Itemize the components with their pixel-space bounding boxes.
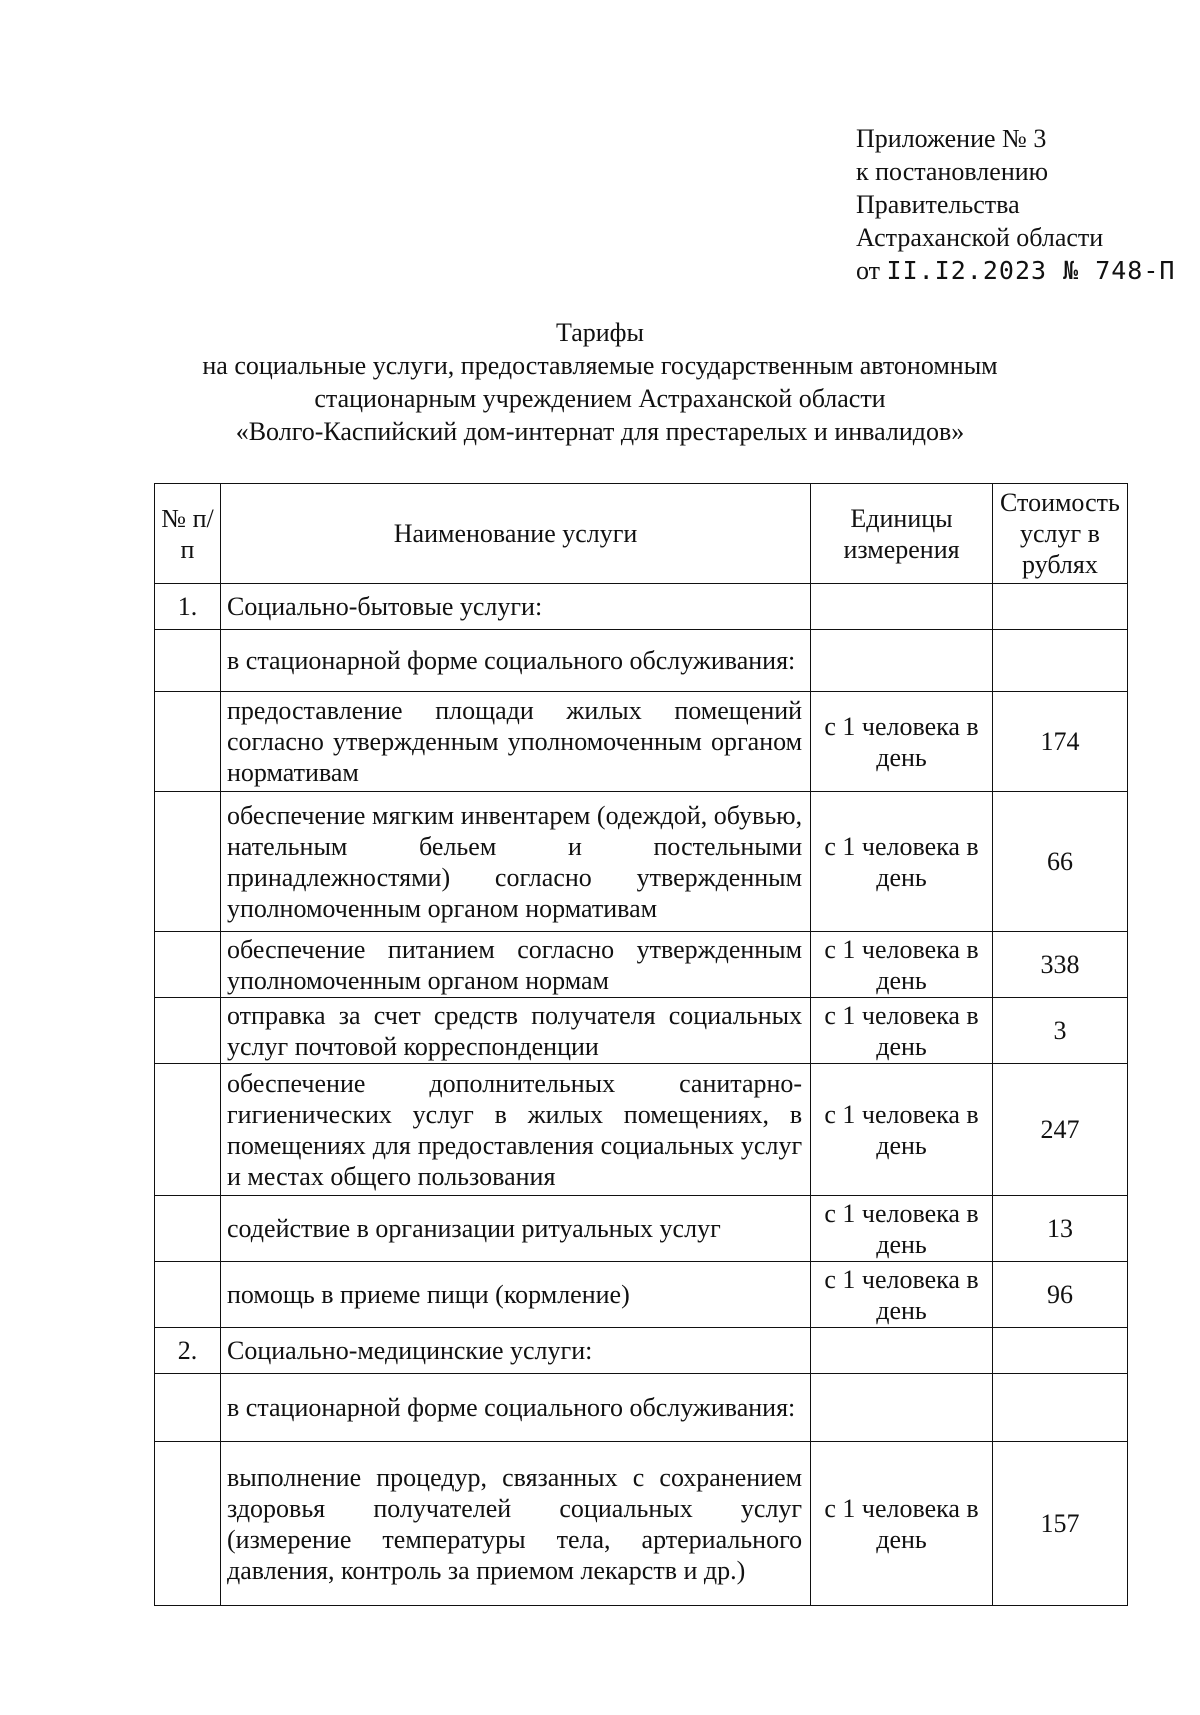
cell-num <box>155 1374 221 1442</box>
annex-date-prefix: от <box>856 256 881 285</box>
annex-line-3: Правительства <box>856 190 1020 219</box>
cell-cost <box>992 630 1127 692</box>
title-line-2: на социальные услуги, предоставляемые государственным автономным <box>202 351 998 380</box>
cell-cost <box>992 584 1127 630</box>
cell-unit: с 1 человека в день <box>811 1262 993 1328</box>
annex-date-number: II.I2.2023 № 748-П <box>886 256 1176 285</box>
table-row <box>155 692 1128 792</box>
cell-name: Социально-медицинские услуги: <box>221 1328 811 1374</box>
cell-cost: 247 <box>992 1064 1127 1196</box>
header-cost: Стоимость услуг в рублях <box>992 484 1127 584</box>
title-line-3: стационарным учреждением Астраханской области <box>314 384 886 413</box>
cell-name: обеспечение питанием согласно утвержденным уполномоченным органом нормам <box>221 932 811 998</box>
document-title <box>120 316 1080 448</box>
cell-unit: с 1 человека в день <box>811 692 993 792</box>
table-body <box>155 584 1128 1606</box>
cell-num <box>155 1262 221 1328</box>
cell-num <box>155 1442 221 1606</box>
cell-num: 1. <box>155 584 221 630</box>
cell-unit: с 1 человека в день <box>811 1442 993 1606</box>
cell-num <box>155 630 221 692</box>
cell-cost: 157 <box>992 1442 1127 1606</box>
cell-cost <box>992 1328 1127 1374</box>
table-row <box>155 1064 1128 1196</box>
cell-num <box>155 998 221 1064</box>
title-line-4: «Волго-Каспийский дом-интернат для престарелых и инвалидов» <box>235 417 965 446</box>
cell-name: выполнение процедур, связанных с сохранением здоровья получателей социальных услуг (измерение температуры тела, артериального давления, контроль за приемом лекарств и др.) <box>221 1442 811 1606</box>
cell-cost: 96 <box>992 1262 1127 1328</box>
cell-unit <box>811 584 993 630</box>
cell-name: содействие в организации ритуальных услуг <box>221 1196 811 1262</box>
annex-line-2: к постановлению <box>856 157 1049 186</box>
cell-name: Социально-бытовые услуги: <box>221 584 811 630</box>
cell-name: обеспечение мягким инвентарем (одеждой, обувью, нательным бельем и постельными принадлежностями) согласно утвержденным уполномоченным органом нормативам <box>221 792 811 932</box>
table-row <box>155 1196 1128 1262</box>
cell-num <box>155 932 221 998</box>
cell-cost: 3 <box>992 998 1127 1064</box>
cell-unit: с 1 человека в день <box>811 1196 993 1262</box>
cell-num <box>155 692 221 792</box>
cell-num <box>155 792 221 932</box>
table-row <box>155 1328 1128 1374</box>
header-unit: Единицы измерения <box>811 484 993 584</box>
header-num: № п/п <box>155 484 221 584</box>
cell-name: обеспечение дополнительных санитарно-гигиенических услуг в жилых помещениях, в помещениях для предоставления социальных услуг и местах общего пользования <box>221 1064 811 1196</box>
cell-cost <box>992 1374 1127 1442</box>
table-row <box>155 1442 1128 1606</box>
cell-name: помощь в приеме пищи (кормление) <box>221 1262 811 1328</box>
header-name: Наименование услуги <box>221 484 811 584</box>
table-row <box>155 792 1128 932</box>
cell-name: предоставление площади жилых помещений согласно утвержденным уполномоченным органом нормативам <box>221 692 811 792</box>
table-row <box>155 932 1128 998</box>
cell-cost: 174 <box>992 692 1127 792</box>
cell-name: в стационарной форме социального обслуживания: <box>221 1374 811 1442</box>
cell-unit: с 1 человека в день <box>811 792 993 932</box>
cell-name: отправка за счет средств получателя социальных услуг почтовой корреспонденции <box>221 998 811 1064</box>
table-row <box>155 998 1128 1064</box>
tariffs-table <box>154 483 1128 1606</box>
table-row <box>155 630 1128 692</box>
cell-num: 2. <box>155 1328 221 1374</box>
cell-unit <box>811 1328 993 1374</box>
cell-num <box>155 1196 221 1262</box>
annex-line-1: Приложение № 3 <box>856 124 1047 153</box>
cell-unit: с 1 человека в день <box>811 998 993 1064</box>
annex-block <box>856 122 1175 287</box>
cell-unit: с 1 человека в день <box>811 932 993 998</box>
annex-line-4: Астраханской области <box>856 223 1104 252</box>
cell-unit <box>811 1374 993 1442</box>
cell-name: в стационарной форме социального обслуживания: <box>221 630 811 692</box>
cell-unit <box>811 630 993 692</box>
cell-cost: 13 <box>992 1196 1127 1262</box>
table-row <box>155 1374 1128 1442</box>
table-row <box>155 1262 1128 1328</box>
cell-num <box>155 1064 221 1196</box>
cell-cost: 66 <box>992 792 1127 932</box>
cell-unit: с 1 человека в день <box>811 1064 993 1196</box>
annex-date-line <box>856 254 1175 287</box>
table-row <box>155 584 1128 630</box>
cell-cost: 338 <box>992 932 1127 998</box>
title-line-1: Тарифы <box>555 318 644 347</box>
table-header-row <box>155 484 1128 584</box>
